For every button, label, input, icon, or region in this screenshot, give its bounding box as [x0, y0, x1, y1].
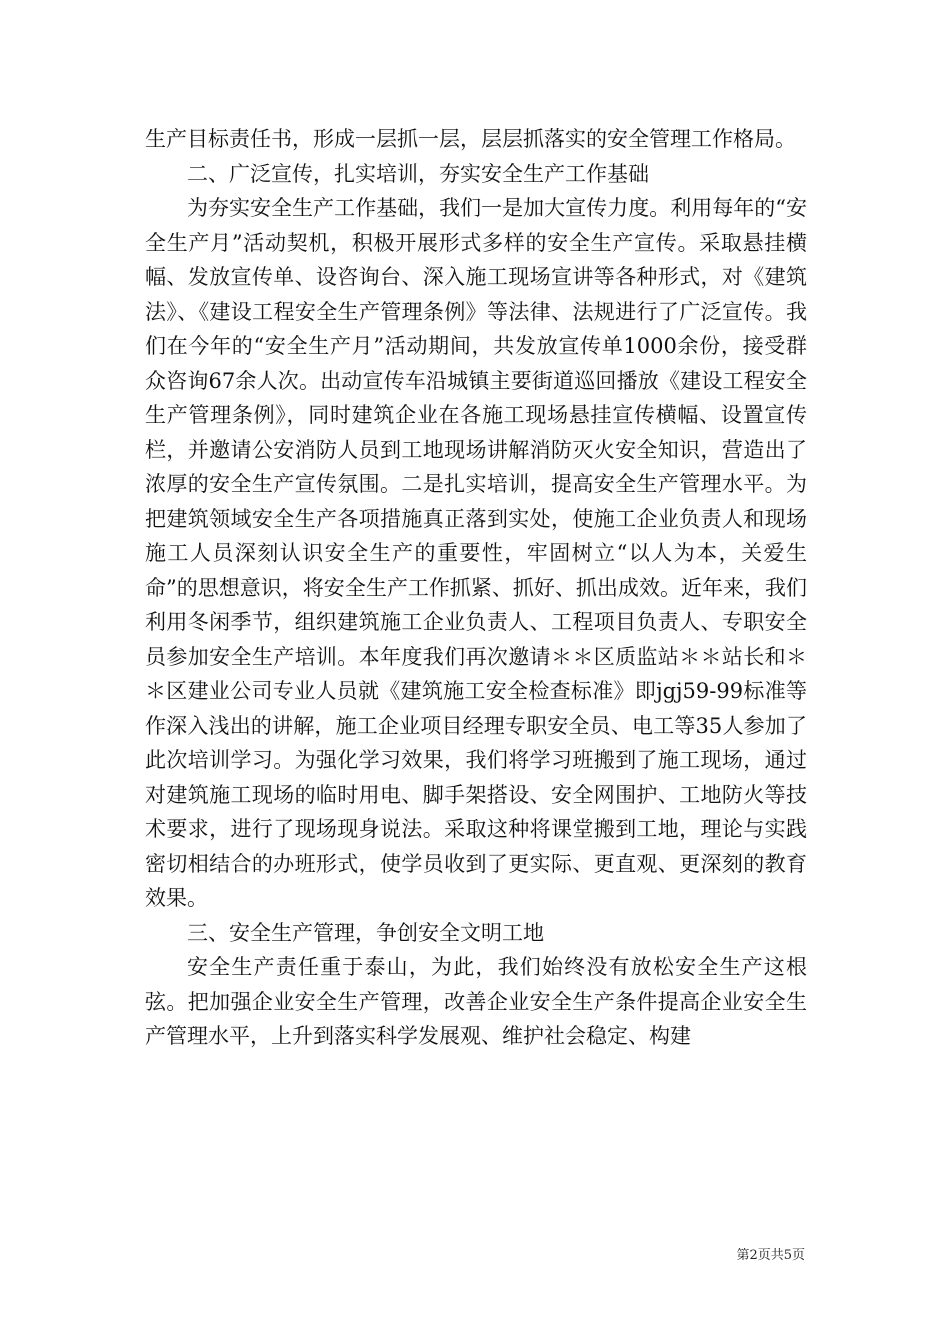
section-heading-2: 二、广泛宣传，扎实培训，夯实安全生产工作基础 [187, 161, 649, 186]
section-heading-3: 三、安全生产管理，争创安全文明工地 [187, 920, 544, 945]
document-body [145, 122, 807, 1054]
paragraph-publicity-training: 为夯实安全生产工作基础，我们一是加大宣传力度。利用每年的“安全生产月”活动契机，积极开展形式多样的安全生产宣传。采取悬挂横幅、发放宣传单、设咨询台、深入施工现场宣讲等各种形式，对《建筑法》、《建设工程安全生产管理条例》等法律、法规进行了广泛宣传。我们在今年的“安全生产月”活动期间，共发放宣传单1000余份，接受群众咨询67余人次。出动宣传车沿城镇主要街道巡回播放《建设工程安全生产管理条例》，同时建筑企业在各施工现场悬挂宣传横幅、设置宣传栏，并邀请公安消防人员到工地现场讲解消防灭火安全知识，营造出了浓厚的安全生产宣传氛围。二是扎实培训，提高安全生产管理水平。为把建筑领域安全生产各项措施真正落到实处，使施工企业负责人和现场施工人员深刻认识安全生产的重要性，牢固树立“以人为本，关爱生命”的思想意识，将安全生产工作抓紧、抓好、抓出成效。近年来，我们利用冬闲季节，组织建筑施工企业负责人、工程项目负责人、专职安全员参加安全生产培训。本年度我们再次邀请＊＊区质监站＊＊站长和＊＊区建业公司专业人员就《建筑施工安全检查标准》即jgj59-99标准等作深入浅出的讲解，施工企业项目经理专职安全员、电工等35人参加了此次培训学习。为强化学习效果，我们将学习班搬到了施工现场，通过对建筑施工现场的临时用电、脚手架搭设、安全网围护、工地防火等技术要求，进行了现场现身说法。采取这种将课堂搬到工地，理论与实践密切相结合的办班形式，使学员收到了更实际、更直观、更深刻的教育效果。 [145, 196, 807, 910]
paragraph-continuation: 生产目标责任书，形成一层抓一层，层层抓落实的安全管理工作格局。 [145, 127, 796, 151]
paragraph-safety-management: 安全生产责任重于泰山，为此，我们始终没有放松安全生产这根弦。把加强企业安全生产管理，改善企业安全生产条件提高企业安全生产管理水平，上升到落实科学发展观、维护社会稳定、构建 [145, 955, 807, 1048]
page-number: 第2页共5页 [736, 1248, 805, 1263]
